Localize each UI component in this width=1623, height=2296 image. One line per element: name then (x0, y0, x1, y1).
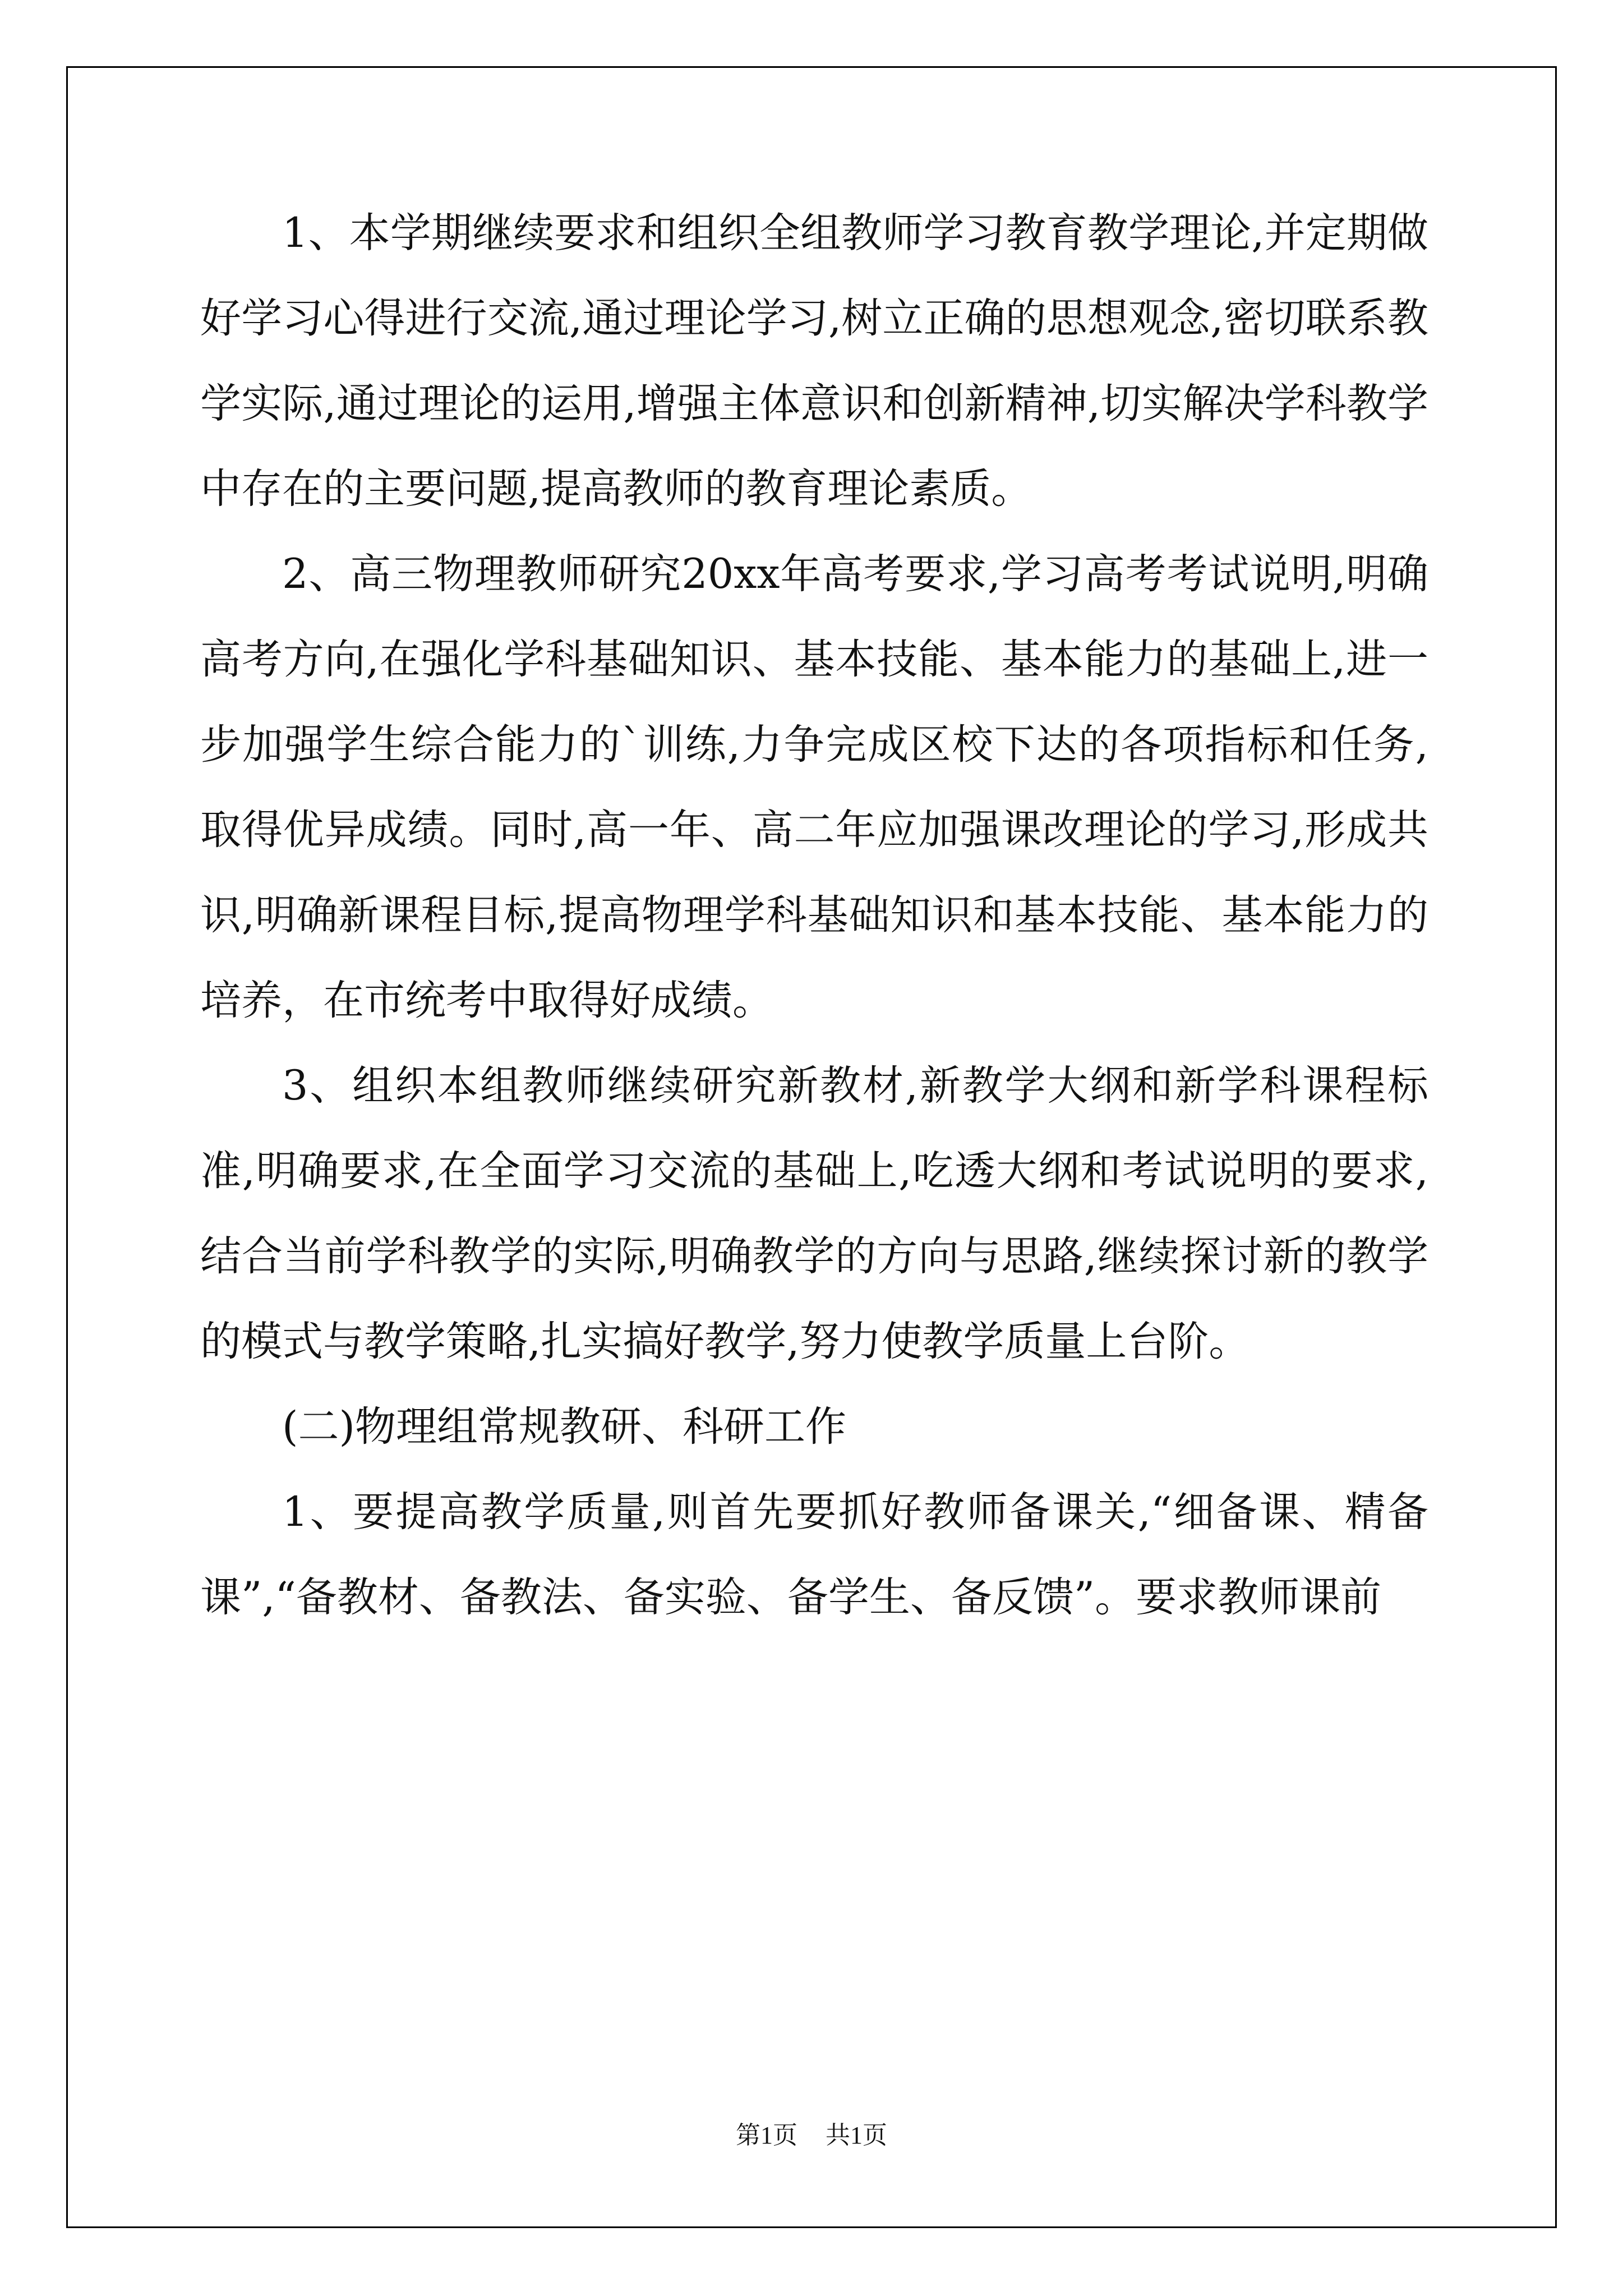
paragraph-2: 2、高三物理教师研究20xx年高考要求,学习高考考试说明,明确高考方向,在强化学科基础知识、基本技能、基本能力的基础上,进一步加强学生综合能力的`训练,力争完成区校下达的各项指标和任务,取得优异成绩。同时,高一年、高二年应加强课改理论的学习,形成共识,明确新课程目标,提高物理学科基础知识和基本技能、基本能力的培养，在市统考中取得好成绩。 (200, 550, 1428, 1024)
section-heading: (二)物理组常规教研、科研工作 (282, 1403, 846, 1451)
paragraph-1: 1、本学期继续要求和组织全组教师学习教育教学理论,并定期做好学习心得进行交流,通过理论学习,树立正确的思想观念,密切联系教学实际,通过理论的运用,增强主体意识和创新精神,切实解决学科教学中存在的主要问题,提高教师的教育理论素质。 (200, 209, 1428, 513)
page-footer (0, 2115, 1623, 2151)
document-body (200, 191, 1428, 1640)
paragraph-3: 3、组织本组教师继续研究新教材,新教学大纲和新学科课程标准,明确要求,在全面学习交流的基础上,吃透大纲和考试说明的要求,结合当前学科教学的实际,明确教学的方向与思路,继续探讨新的教学的模式与教学策略,扎实搞好教学,努力使教学质量上台阶。 (200, 1062, 1428, 1365)
page-total: 共1页 (826, 2122, 887, 2149)
page-number: 第1页 (736, 2122, 797, 2149)
paragraph-4: 1、要提高教学质量,则首先要抓好教师备课关,“细备课、精备课”,“备教材、备教法、备实验、备学生、备反馈”。要求教师课前 (200, 1488, 1428, 1621)
